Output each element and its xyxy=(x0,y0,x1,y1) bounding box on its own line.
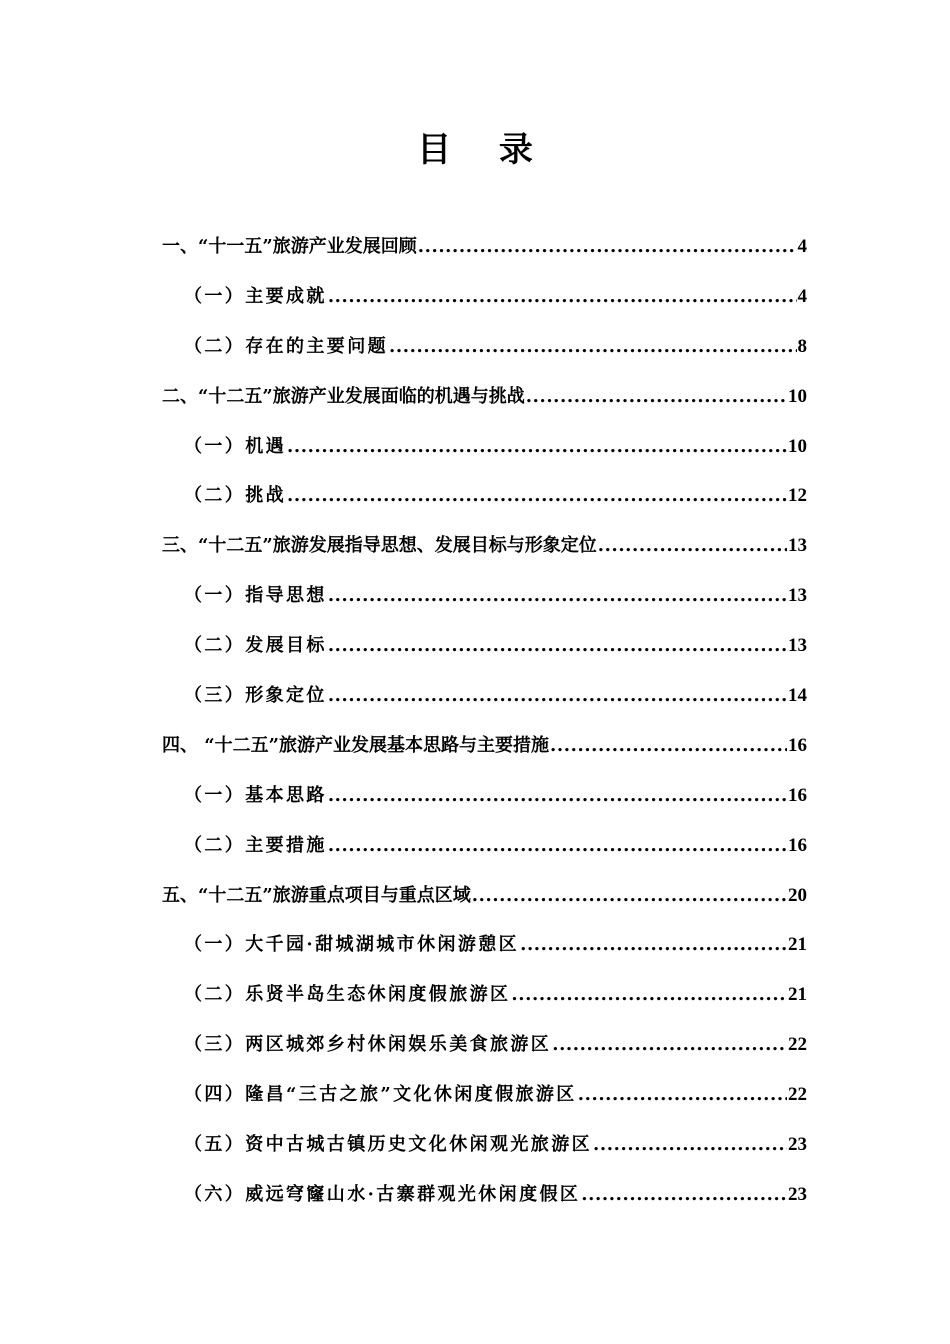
toc-entry-page-number: 13 xyxy=(788,535,807,557)
dot-leader xyxy=(581,1184,787,1205)
dot-leader xyxy=(328,785,787,806)
toc-entry-label: 四、 “十二五”旅游产业发展基本思路与主要措施 xyxy=(162,734,549,756)
toc-entry-page-number: 12 xyxy=(788,485,807,507)
toc-entry[interactable] xyxy=(162,980,807,1030)
toc-entry-label: 五、“十二五”旅游重点项目与重点区域 xyxy=(162,884,471,906)
toc-entry[interactable] xyxy=(162,232,807,282)
toc-entry-page-number: 23 xyxy=(788,1134,807,1156)
dot-leader xyxy=(328,585,787,606)
toc-entry[interactable] xyxy=(162,1180,807,1230)
dot-leader xyxy=(389,336,797,357)
toc-entry-label: （二）发展目标 xyxy=(184,635,327,657)
toc-entry-page-number: 13 xyxy=(788,585,807,607)
toc-entry[interactable] xyxy=(162,382,807,432)
dot-leader xyxy=(520,934,787,955)
table-of-contents xyxy=(162,232,807,1230)
toc-entry-label: （三）形象定位 xyxy=(184,685,327,707)
toc-entry[interactable] xyxy=(162,531,807,581)
toc-entry-page-number: 16 xyxy=(788,734,807,756)
toc-entry-page-number: 23 xyxy=(788,1183,807,1205)
toc-entry-label: （二）乐贤半岛生态休闲度假旅游区 xyxy=(184,984,511,1006)
dot-leader xyxy=(287,485,787,506)
toc-entry-page-number: 21 xyxy=(788,934,807,956)
toc-entry-label: （一）指导思想 xyxy=(184,585,327,607)
toc-entry[interactable] xyxy=(162,1080,807,1130)
toc-title: 目 录 xyxy=(417,130,551,170)
dot-leader xyxy=(552,1034,787,1055)
dot-leader xyxy=(328,835,787,856)
toc-entry-page-number: 20 xyxy=(788,884,807,906)
toc-entry-label: （一）主要成就 xyxy=(184,285,327,307)
dot-leader xyxy=(598,535,787,556)
toc-entry-page-number: 21 xyxy=(788,984,807,1006)
toc-entry-page-number: 22 xyxy=(788,1084,807,1106)
toc-entry-label: （二）挑战 xyxy=(184,485,286,507)
dot-leader xyxy=(328,286,797,307)
dot-leader xyxy=(287,436,787,457)
dot-leader xyxy=(328,685,787,706)
toc-entry-label: （二）存在的主要问题 xyxy=(184,335,388,357)
toc-entry-label: （一）机遇 xyxy=(184,435,286,457)
toc-entry-label: （二）主要措施 xyxy=(184,834,327,856)
toc-entry-page-number: 4 xyxy=(797,285,807,307)
toc-entry[interactable] xyxy=(162,481,807,531)
toc-entry-page-number: 13 xyxy=(788,635,807,657)
toc-entry-label: （四）隆昌“三古之旅”文化休闲度假旅游区 xyxy=(184,1084,577,1106)
dot-leader xyxy=(550,735,787,756)
toc-entry[interactable] xyxy=(162,1030,807,1080)
toc-entry-page-number: 16 xyxy=(788,784,807,806)
toc-entry[interactable] xyxy=(162,831,807,881)
toc-entry[interactable] xyxy=(162,581,807,631)
toc-entry[interactable] xyxy=(162,332,807,382)
toc-entry-label: （五）资中古城古镇历史文化休闲观光旅游区 xyxy=(184,1134,592,1156)
dot-leader xyxy=(511,984,787,1005)
toc-entry-label: 一、“十一五”旅游产业发展回顾 xyxy=(162,236,417,257)
toc-entry[interactable] xyxy=(162,731,807,781)
toc-entry-label: （三）两区城郊乡村休闲娱乐美食旅游区 xyxy=(184,1034,552,1056)
toc-entry[interactable] xyxy=(162,681,807,731)
toc-entry-label: （六）威远穹窿山水·古寨群观光休闲度假区 xyxy=(184,1183,581,1205)
toc-entry-page-number: 16 xyxy=(788,834,807,856)
toc-entry-label: （一）大千园·甜城湖城市休闲游憩区 xyxy=(184,934,520,956)
toc-entry[interactable] xyxy=(162,930,807,980)
toc-entry-label: （一）基本思路 xyxy=(184,784,327,806)
toc-entry-page-number: 8 xyxy=(797,335,807,357)
toc-entry-label: 二、“十二五”旅游产业发展面临的机遇与挑战 xyxy=(162,385,525,407)
toc-entry[interactable] xyxy=(162,881,807,931)
toc-entry-page-number: 10 xyxy=(788,385,807,407)
toc-entry[interactable] xyxy=(162,1130,807,1180)
dot-leader xyxy=(418,236,797,257)
dot-leader xyxy=(328,635,787,656)
toc-entry[interactable] xyxy=(162,432,807,482)
toc-entry-page-number: 4 xyxy=(797,236,807,257)
toc-entry[interactable] xyxy=(162,631,807,681)
dot-leader xyxy=(593,1134,787,1155)
toc-entry-page-number: 22 xyxy=(788,1034,807,1056)
dot-leader xyxy=(526,386,787,407)
toc-entry[interactable] xyxy=(162,282,807,332)
toc-entry-page-number: 14 xyxy=(788,685,807,707)
toc-entry-label: 三、“十二五”旅游发展指导思想、发展目标与形象定位 xyxy=(162,535,597,557)
toc-entry[interactable] xyxy=(162,781,807,831)
toc-entry-page-number: 10 xyxy=(788,435,807,457)
dot-leader xyxy=(578,1084,787,1105)
dot-leader xyxy=(472,885,787,906)
